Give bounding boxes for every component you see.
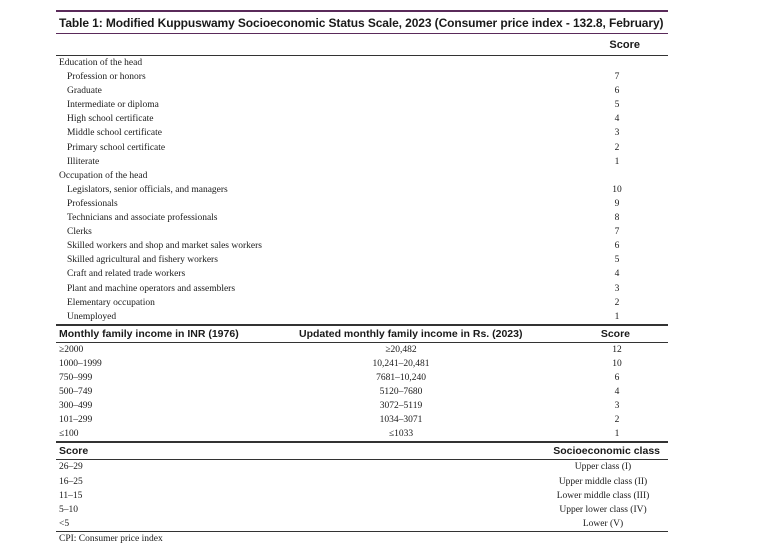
income-section xyxy=(56,343,668,442)
occupation-label: Skilled workers and shop and market sales workers xyxy=(67,241,262,252)
income-1976-cell: 500–749 xyxy=(59,387,93,398)
education-label: Middle school certificate xyxy=(67,128,162,139)
occupation-heading: Occupation of the head xyxy=(59,170,148,181)
education-score: 5 xyxy=(614,100,620,111)
income-score-cell: 4 xyxy=(614,387,620,398)
income-row xyxy=(56,413,668,427)
occupation-score: 8 xyxy=(614,213,620,224)
occupation-heading-row xyxy=(56,169,668,183)
income-score-cell: 3 xyxy=(614,401,620,412)
income-score-cell: 2 xyxy=(614,415,620,426)
education-score: 2 xyxy=(614,142,620,153)
class-name-cell: Upper lower class (IV) xyxy=(559,504,647,515)
class-row xyxy=(56,489,668,503)
education-heading-row xyxy=(56,56,668,70)
occupation-score: 3 xyxy=(614,283,620,294)
income-header-row xyxy=(56,324,668,343)
class-section xyxy=(56,460,668,530)
occupation-score: 7 xyxy=(614,227,620,238)
class-score-cell: 26–29 xyxy=(59,462,83,473)
occupation-score: 10 xyxy=(612,184,622,195)
income-row xyxy=(56,427,668,441)
education-label: Primary school certificate xyxy=(67,142,166,153)
occupation-row xyxy=(56,183,668,197)
upper-section xyxy=(56,56,668,324)
income-2023-cell: ≥20,482 xyxy=(385,344,417,355)
income-2023-cell: ≤1033 xyxy=(388,429,414,440)
score-header-label: Score xyxy=(609,39,640,51)
class-score-header: Score xyxy=(59,445,89,458)
income-row xyxy=(56,357,668,371)
ses-table xyxy=(56,10,668,548)
education-row xyxy=(56,98,668,112)
occupation-label: Craft and related trade workers xyxy=(67,269,186,280)
class-name-cell: Upper class (I) xyxy=(574,462,632,473)
income-1976-cell: 300–499 xyxy=(59,401,93,412)
income-1976-cell: 1000–1999 xyxy=(59,358,102,369)
occupation-row xyxy=(56,267,668,281)
income-row xyxy=(56,399,668,413)
class-score-cell: 5–10 xyxy=(59,504,78,515)
education-label: High school certificate xyxy=(67,114,154,125)
income-1976-cell: 101–299 xyxy=(59,415,93,426)
education-row xyxy=(56,112,668,126)
income-score-cell: 1 xyxy=(614,429,620,440)
education-score: 1 xyxy=(614,156,620,167)
class-row xyxy=(56,503,668,517)
education-score: 6 xyxy=(614,86,620,97)
occupation-label: Plant and machine operators and assemblers xyxy=(67,283,236,294)
class-row xyxy=(56,460,668,474)
income-1976-cell: ≥2000 xyxy=(59,344,84,355)
occupation-row xyxy=(56,239,668,253)
income-score-cell: 6 xyxy=(614,372,620,383)
class-name-cell: Upper middle class (II) xyxy=(558,476,648,487)
income-1976-cell: 750–999 xyxy=(59,372,93,383)
occupation-score: 9 xyxy=(614,198,620,209)
footnote: CPI: Consumer price index xyxy=(56,531,668,548)
class-score-cell: <5 xyxy=(59,518,70,529)
income-row xyxy=(56,371,668,385)
class-name-cell: Lower middle class (III) xyxy=(556,490,650,501)
occupation-label: Technicians and associate professionals xyxy=(67,213,218,224)
education-label: Illiterate xyxy=(67,156,100,167)
education-row xyxy=(56,126,668,140)
education-score: 7 xyxy=(614,72,620,83)
income-score-header: Score xyxy=(600,327,630,340)
occupation-label: Skilled agricultural and fishery workers xyxy=(67,255,218,266)
occupation-row xyxy=(56,197,668,211)
occupation-score: 4 xyxy=(614,269,620,280)
income-2023-cell: 10,241–20,481 xyxy=(372,358,430,369)
occupation-row xyxy=(56,225,668,239)
income-2023-cell: 7681–10,240 xyxy=(376,372,426,383)
occupation-label: Clerks xyxy=(67,227,92,238)
class-name-header: Socioeconomic class xyxy=(553,445,660,458)
occupation-label: Legislators, senior officials, and managers xyxy=(67,184,228,195)
occupation-row xyxy=(56,282,668,296)
class-row xyxy=(56,517,668,531)
occupation-score: 6 xyxy=(614,241,620,252)
education-score: 3 xyxy=(614,128,620,139)
income-row xyxy=(56,343,668,357)
occupation-label: Elementary occupation xyxy=(67,297,155,308)
income-row xyxy=(56,385,668,399)
income-score-cell: 10 xyxy=(612,358,622,369)
income-2023-cell: 3072–5119 xyxy=(379,401,423,412)
score-column-header xyxy=(56,34,668,56)
income-2023-cell: 1034–3071 xyxy=(379,415,423,426)
education-heading: Education of the head xyxy=(59,58,143,68)
occupation-row xyxy=(56,310,668,324)
income-1976-header: Monthly family income in INR (1976) xyxy=(59,327,239,340)
education-row xyxy=(56,84,668,98)
occupation-row xyxy=(56,296,668,310)
class-score-cell: 11–15 xyxy=(59,490,83,501)
occupation-row xyxy=(56,253,668,267)
income-score-cell: 12 xyxy=(612,344,622,355)
class-row xyxy=(56,475,668,489)
occupation-score: 5 xyxy=(614,255,620,266)
education-row xyxy=(56,141,668,155)
class-score-cell: 16–25 xyxy=(59,476,83,487)
education-label: Intermediate or diploma xyxy=(67,100,159,111)
occupation-label: Professionals xyxy=(67,198,118,209)
class-header-row xyxy=(56,441,668,460)
income-2023-header: Updated monthly family income in Rs. (2023) xyxy=(299,327,523,340)
occupation-label: Unemployed xyxy=(67,311,117,322)
education-score: 4 xyxy=(614,114,620,125)
education-label: Profession or honors xyxy=(67,72,146,83)
education-row xyxy=(56,70,668,84)
income-2023-cell: 5120–7680 xyxy=(379,387,423,398)
occupation-score: 2 xyxy=(614,297,620,308)
table-title: Table 1: Modified Kuppuswamy Socioeconomic Status Scale, 2023 (Consumer price index - 132.8, February) xyxy=(56,10,668,34)
education-label: Graduate xyxy=(67,86,102,97)
occupation-row xyxy=(56,211,668,225)
class-name-cell: Lower (V) xyxy=(582,518,624,529)
income-1976-cell: ≤100 xyxy=(59,429,79,440)
education-row xyxy=(56,155,668,169)
occupation-score: 1 xyxy=(614,311,620,322)
